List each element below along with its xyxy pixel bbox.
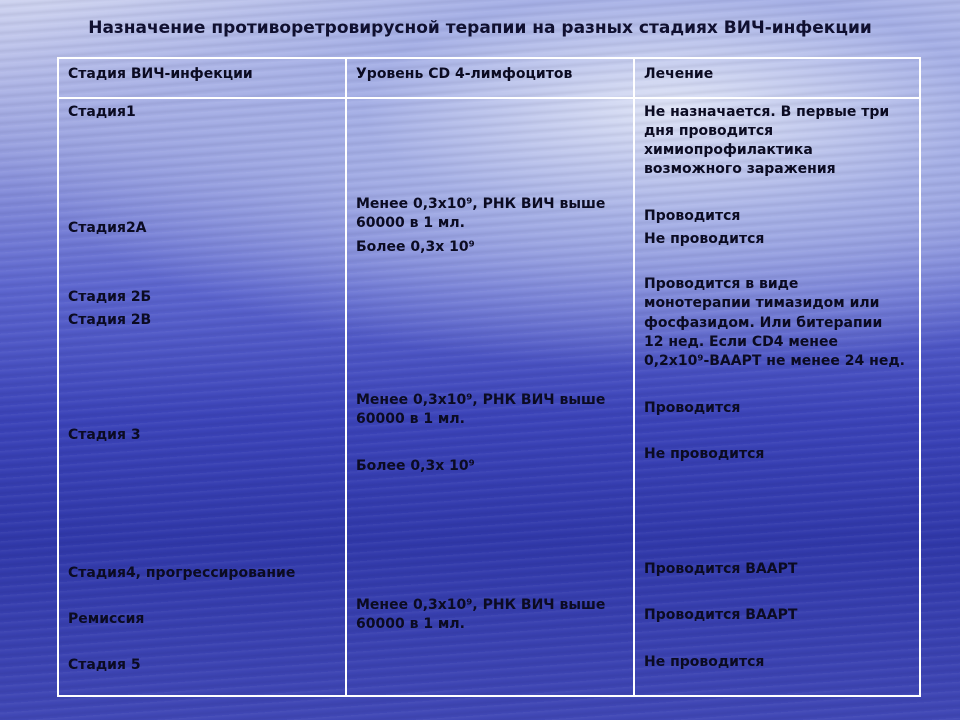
cd4-level: 60000 в 1 мл. bbox=[356, 616, 465, 632]
stage-4: Стадия4, прогрессирование bbox=[68, 565, 296, 581]
treatment-text: Не проводится bbox=[644, 231, 765, 247]
stage-2b: Стадия 2Б bbox=[68, 289, 152, 305]
stage-2c: Стадия 2В bbox=[68, 312, 152, 328]
cd4-level: 60000 в 1 мл. bbox=[356, 215, 465, 231]
stage-1: Стадия1 bbox=[68, 104, 136, 120]
cd4-level: Более 0,3х 10⁹ bbox=[356, 239, 475, 255]
cd4-level: 60000 в 1 мл. bbox=[356, 411, 465, 427]
header-stage: Стадия ВИЧ-инфекции bbox=[68, 66, 253, 82]
treatment-text: Не проводится bbox=[644, 446, 765, 462]
column-divider bbox=[345, 59, 347, 695]
treatment-text: Проводится ВААРТ bbox=[644, 561, 798, 577]
treatment-text: Проводится в виде bbox=[644, 276, 799, 292]
cd4-level: Менее 0,3х10⁹, РНК ВИЧ выше bbox=[356, 597, 606, 613]
therapy-table bbox=[57, 57, 921, 697]
treatment-text: фосфазидом. Или битерапии bbox=[644, 315, 883, 331]
stage-remission: Ремиссия bbox=[68, 611, 145, 627]
stage-3: Стадия 3 bbox=[68, 427, 141, 443]
stage-5: Стадия 5 bbox=[68, 657, 141, 673]
treatment-text: 0,2х10⁹-ВААРТ не менее 24 нед. bbox=[644, 353, 905, 369]
treatment-text: дня проводится bbox=[644, 123, 774, 139]
treatment-text: 12 нед. Если CD4 менее bbox=[644, 334, 838, 350]
column-divider bbox=[633, 59, 635, 695]
treatment-text: Не назначается. В первые три bbox=[644, 104, 890, 120]
treatment-text: Проводится bbox=[644, 208, 741, 224]
slide-title: Назначение противоретровирусной терапии на разных стадиях ВИЧ-инфекции bbox=[88, 18, 872, 38]
treatment-text: химиопрофилактика bbox=[644, 142, 813, 158]
cd4-level: Менее 0,3х10⁹, РНК ВИЧ выше bbox=[356, 392, 606, 408]
cd4-level: Менее 0,3х10⁹, РНК ВИЧ выше bbox=[356, 196, 606, 212]
cd4-level: Более 0,3х 10⁹ bbox=[356, 458, 475, 474]
header-cd4: Уровень CD 4-лимфоцитов bbox=[356, 66, 573, 82]
header-treatment: Лечение bbox=[644, 66, 714, 82]
treatment-text: возможного заражения bbox=[644, 161, 836, 177]
header-divider bbox=[59, 97, 919, 99]
treatment-text: Проводится ВААРТ bbox=[644, 607, 798, 623]
treatment-text: Проводится bbox=[644, 400, 741, 416]
stage-2a: Стадия2А bbox=[68, 220, 147, 236]
treatment-text: Не проводится bbox=[644, 654, 765, 670]
treatment-text: монотерапии тимазидом или bbox=[644, 295, 880, 311]
